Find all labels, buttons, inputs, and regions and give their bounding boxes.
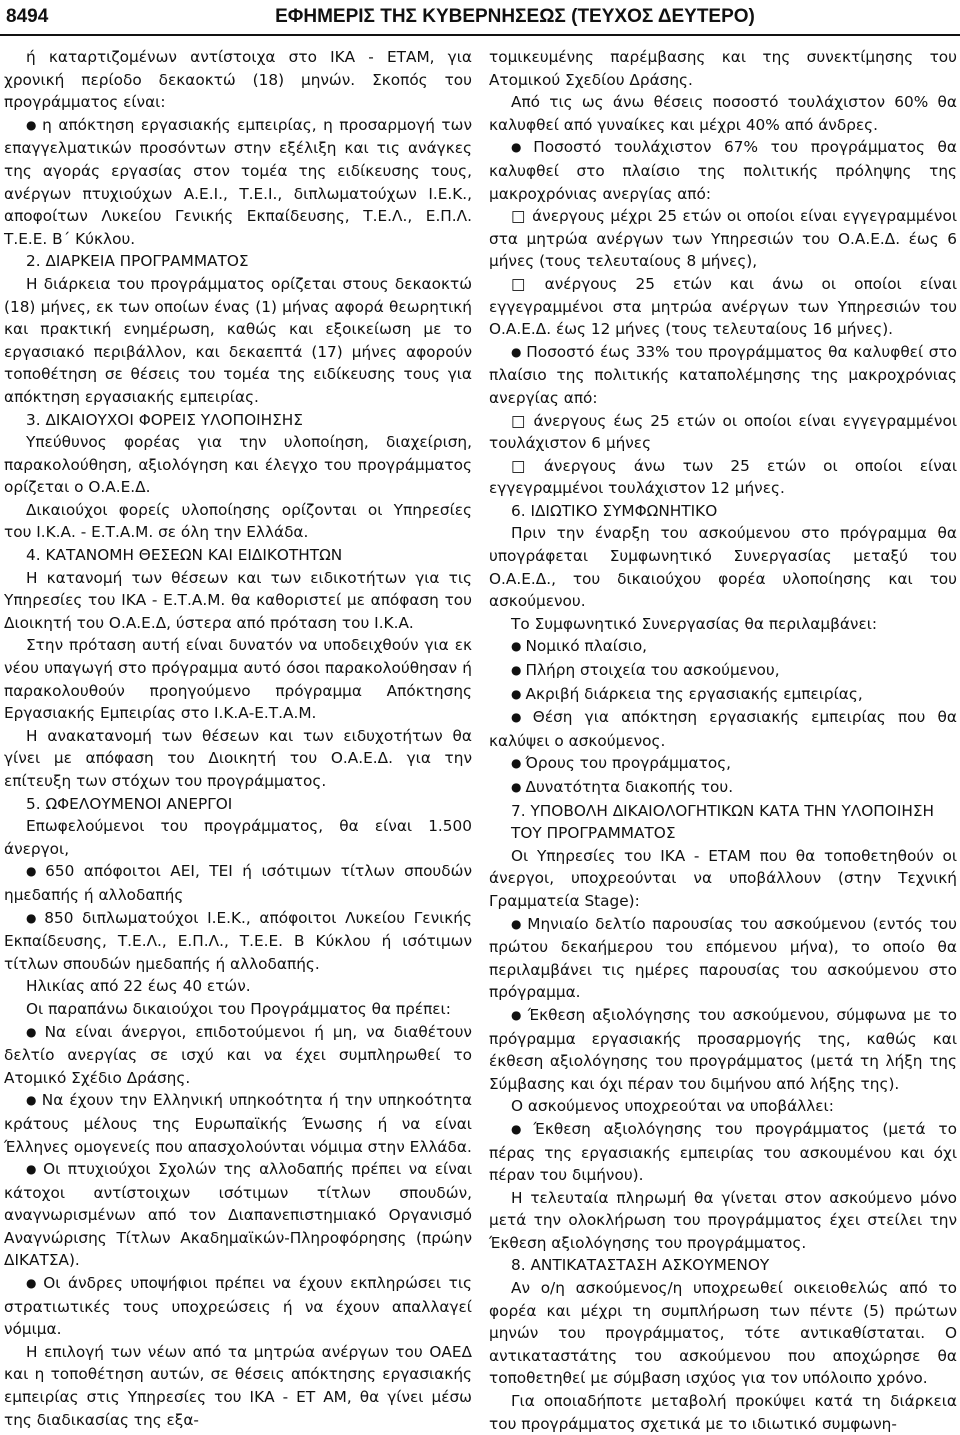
left-bullet-item: ● 850 διπλωματούχοι Ι.Ε.Κ., απόφοιτοι Λυκείου Γενικής Εκπαίδευσης, Τ.Ε.Λ., Ε.Π.Λ., Τ.Ε.Ε. Β Κύκλου ή ισότιμων τίτλων σπουδών ημεδαπής ή αλλοδαπής. [4,907,472,976]
right-section-heading: 7. ΥΠΟΒΟΛΗ ΔΙΚΑΙΟΛΟΓΗΤΙΚΩΝ ΚΑΤΑ ΤΗΝ ΥΛΟΠΟΙΗΣΗ ΤΟΥ ΠΡΟΓΡΑΜΜΑΤΟΣ [511,801,935,843]
right-bullet-item: ● Ακριβή διάρκεια της εργασιακής εμπειρίας, [489,683,957,707]
right-bullet-item: ● Πλήρη στοιχεία του ασκούμενου, [489,659,957,683]
right-paragraph: Οι Υπηρεσίες του ΙΚΑ - ΕΤΑΜ που θα τοποθετηθούν οι άνεργοι, υποχρεούνται να υποβάλλουν (στην Τεχνική Γραμματεία Stage): [489,846,957,910]
right-bullet-item: ● Νομικό πλαίσιο, [489,635,957,659]
left-paragraph: Η ανακατανομή των θέσεων και των ειδυχοτήτων θα γίνει με απόφαση του Διοικητή του Ο.Α.Ε.Δ. για την επίτευξη των στόχων του προγράμματος. [4,726,472,790]
right-bullet-item: ● Ποσοστό τουλάχιστον 67% του προγράμματος θα καλυφθεί στο πλαίσιο της πολιτικής πρόληψης της μακροχρόνιας ανεργίας από: [489,136,957,205]
left-paragraph: Οι παραπάνω δικαιούχοι του Προγράμματος θα πρέπει: [26,999,451,1018]
right-section-heading: 8. ΑΝΤΙΚΑΤΑΣΤΑΣΗ ΑΣΚΟΥΜΕΝΟΥ [511,1256,770,1275]
right-bullet-item: ● Ποσοστό έως 33% του προγράμματος θα καλυφθεί στο πλαίσιο της πολιτικής καταπολέμησης της μακροχρόνιας ανεργίας από: [489,341,957,410]
left-paragraph: Υπεύθυνος φορέας για την υλοποίηση, διαχείριση, παρακολούθηση, αξιολόγηση και έλεγχο του προγράμματος ορίζεται ο Ο.Α.Ε.Δ. [4,433,472,497]
right-paragraph: Η τελευταία πληρωμή θα γίνεται στον ασκούμενο μόνο μετά την ολοκλήρωση του προγράμματος έχει στείλει την Έκθεση αξιολόγησης του προγράμματος. [489,1188,957,1252]
right-bullet-item: ● Θέση για απόκτηση εργασιακής εμπειρίας που θα καλύψει ο ασκούμενος. [489,706,957,752]
right-paragraph: τομικευμένης παρέμβασης και της συνεκτίμησης του Ατομικού Σχεδίου Δράσης. [489,48,957,89]
left-bullet-item: ● Οι πτυχιούχοι Σχολών της αλλοδαπής πρέπει να είναι κάτοχοι αντίστοιχων ισότιμων τίτλων σπουδών, αναγνωρισμένων από τον Διαπανεπιστημιακό Οργανισμό Αναγνώρισης Τίτλων Ακαδημαϊκών-Πληροφόρησης (πρώην ΔΙΚΑΤΣΑ). [4,1158,472,1272]
page-number: 8494 [6,6,49,27]
left-paragraph: Επωφελούμενοι του προγράμματος, θα είναι 1.500 άνεργοι, [4,817,472,858]
left-section-heading: 5. ΩΦΕΛΟΥΜΕΝΟΙ ΑΝΕΡΓΟΙ [26,794,233,813]
left-bullet-item: ● Να έχουν την Ελληνική υπηκοότητα ή την υπηκοότητα κράτους μέλους της Ευρωπαϊκής Ένωσης ή να είναι Έλληνες ομογενείς που απασχολούνται νόμιμα στην Ελλάδα. [4,1089,472,1158]
left-bullet-item: ● Να είναι άνεργοι, επιδοτούμενοι ή μη, να διαθέτουν δελτίο ανεργίας σε ισχύ και να έχει συμπληρωθεί το Ατομικό Σχέδιο Δράσης. [4,1021,472,1090]
left-column [4,46,472,1431]
right-sub-item: □ άνεργους έως 25 ετών οι οποίοι είναι εγγεγραμμένοι τουλάχιστον 6 μήνες [489,410,957,455]
right-bullet-item: ● Έκθεση αξιολόγησης του προγράμματος (μετά το πέρας της εργασιακής εμπειρίας του ασκουμένου και όχι πέραν του διμήνου). [489,1118,957,1187]
right-bullet-item: ● Μηνιαίο δελτίο παρουσίας του ασκούμενου (εντός του πρώτου δεκαήμερου του επόμενου μήνα), το οποίο θα περιλαμβάνει τις ημέρες παρουσίας του ασκούμενου στο πρόγραμμα. [489,913,957,1004]
right-paragraph: Αν ο/η ασκούμενος/η υποχρεωθεί οικειοθελώς από το φορέα και μέχρι τη συμπλήρωση των πέντε (5) πρώτων μηνών του προγράμματος, τότε αντικαθίσταται. Ο αντικαταστάτης του ασκούμενου που αποχώρησε θα τοποθετηθεί με σύμβαση ισχύος για τον υπόλοιπο χρόνο. [489,1279,957,1388]
left-paragraph: Η επιλογή των νέων από τα μητρώα ανέργων του ΟΑΕΔ και η τοποθέτηση αυτών, σε θέσεις απόκτησης εργασιακής εμπειρίας στις Υπηρεσίες του ΙΚΑ - ΕΤ ΑΜ, θα γίνει μέσω της διαδικασίας της εξα- [4,1342,472,1429]
left-section-heading: 2. ΔΙΑΡΚΕΙΑ ΠΡΟΓΡΑΜΜΑΤΟΣ [26,252,249,271]
right-paragraph: Το Συμφωνητικό Συνεργασίας θα περιλαμβάνει: [511,614,878,633]
right-sub-item: □ ανέργους 25 ετών και άνω οι οποίοι είναι εγγεγραμμένοι στα μητρώα ανέργων των Υπηρεσιών του Ο.Α.Ε.Δ. έως 12 μήνες (τους τελευταίους 16 μήνες). [489,273,957,341]
right-bullet-item: ● Όρους του προγράμματος, [489,752,957,776]
left-section-heading: 3. ΔΙΚΑΙΟΥΧΟΙ ΦΟΡΕΙΣ ΥΛΟΠΟΙΗΣΗΣ [26,410,303,429]
right-paragraph: Ο ασκούμενος υποχρεούται να υποβάλλει: [511,1097,834,1116]
right-bullet-item: ● Έκθεση αξιολόγησης του ασκούμενου, σύμφωνα με το πρόγραμμα εργασιακής προσαρμογής της, καθώς και έκθεση αξιολόγησης του προγράμματος (μετά τη λήξη της Σύμβασης και όχι πέραν του διμήνου από λήξης της). [489,1004,957,1095]
left-bullet-item: ● 650 απόφοιτοι ΑΕΙ, ΤΕΙ ή ισότιμων τίτλων σπουδών ημεδαπής ή αλλοδαπής [4,860,472,906]
left-paragraph: Στην πρόταση αυτή είναι δυνατόν να υποδειχθούν για εκ νέου υπαγωγή στο πρόγραμμα αυτό όσοι παρακολούθησαν ή παρακολουθούν προηγούμενο πρόγραμμα Απόκτησης Εργασιακής Εμπειρίας στο Ι.Κ.Α-Ε.Τ.Α.Μ. [4,636,472,723]
journal-title: ΕΦΗΜΕΡΙΣ ΤΗΣ ΚΥΒΕΡΝΗΣΕΩΣ (ΤΕΥΧΟΣ ΔΕΥΤΕΡΟ) [275,6,755,27]
right-column [489,46,957,1435]
left-paragraph: Ηλικίας από 22 έως 40 ετών. [26,977,251,996]
right-paragraph: Για οποιαδήποτε μεταβολή προκύψει κατά τη διάρκεια του προγράμματος σχετικά με το ιδιωτικό συμφωνη- [489,1392,957,1433]
right-sub-item: □ άνεργους άνω των 25 ετών οι οποίοι είναι εγγεγραμμένοι τουλάχιστον 12 μήνες. [489,455,957,500]
right-sub-item: □ άνεργους μέχρι 25 ετών οι οποίοι είναι εγγεγραμμένοι στα μητρώα ανέργων των Υπηρεσιών του Ο.Α.Ε.Δ. έως 6 μήνες (τους τελευταίους 8 μήνες), [489,205,957,273]
left-paragraph: ή καταρτιζομένων αντίστοιχα στο ΙΚΑ - ΕΤΑΜ, για χρονική περίοδο δεκαοκτώ (18) μηνών. Σκοπός του προγράμματος είναι: [4,48,472,112]
left-paragraph: Η διάρκεια του προγράμματος ορίζεται στους δεκαοκτώ (18) μήνες, εκ των οποίων ένας (1) μήνας αφορά θεωρητική και πρακτική ενημέρωση, καθώς και εξοικείωση με το εργασιακό περιβάλλον, και δεκαεπτά (17) μήνες αφορούν τοποθέτηση σε θέσεις του τομέα της ειδίκευσης τους για απόκτηση εργασιακής εμπειρίας. [4,274,472,406]
header-rule [0,34,960,36]
left-bullet-item: ● Οι άνδρες υποψήφιοι πρέπει να έχουν εκπληρώσει τις στρατιωτικές τους υποχρεώσεις ή να έχουν απαλλαγεί νόμιμα. [4,1272,472,1341]
right-paragraph: Από τις ως άνω θέσεις ποσοστό τουλάχιστον 60% θα καλυφθεί από γυναίκες και μέχρι 40% από άνδρες. [489,93,957,134]
left-paragraph: Η κατανομή των θέσεων και των ειδικοτήτων για τις Υπηρεσίες του ΙΚΑ - Ε.Τ.Α.Μ. θα καθοριστεί με απόφαση του Διοικητή του Ο.Α.Ε.Δ, ύστερα από πρόταση του Ι.Κ.Α. [4,568,472,632]
left-section-heading: 4. ΚΑΤΑΝΟΜΗ ΘΕΣΕΩΝ ΚΑΙ ΕΙΔΙΚΟΤΗΤΩΝ [26,546,343,565]
right-section-heading: 6. ΙΔΙΩΤΙΚΟ ΣΥΜΦΩΝΗΤΙΚΟ [511,501,718,520]
right-paragraph: Πριν την έναρξη του ασκούμενου στο πρόγραμμα θα υπογράφεται Συμφωνητικό Συνεργασίας μεταξύ του Ο.Α.Ε.Δ., του δικαιούχου φορέα υλοποίησης και του ασκούμενου. [489,524,957,611]
left-paragraph: Δικαιούχοι φορείς υλοποίησης ορίζονται οι Υπηρεσίες του Ι.Κ.Α. - Ε.Τ.Α.Μ. σε όλη την Ελλάδα. [4,500,472,542]
page-header [0,0,960,40]
left-bullet-item: ● η απόκτηση εργασιακής εμπειρίας, η προσαρμογή των επαγγελματικών προσόντων στην εξέλιξη και τις ανάγκες της αγοράς εργασίας στον τομέα της ειδίκευσης τους, ανέργων πτυχιούχων Α.Ε.Ι., Τ.Ε.Ι., διπλωματούχων Ι.Ε.Κ., αποφοίτων Λυκείου Γενικής Εκπαίδευσης, Τ.Ε.Λ., Ε.Π.Λ. Τ.Ε.Ε. Β΄ Κύκλου. [4,114,472,251]
right-bullet-item: ● Δυνατότητα διακοπής του. [489,776,957,800]
